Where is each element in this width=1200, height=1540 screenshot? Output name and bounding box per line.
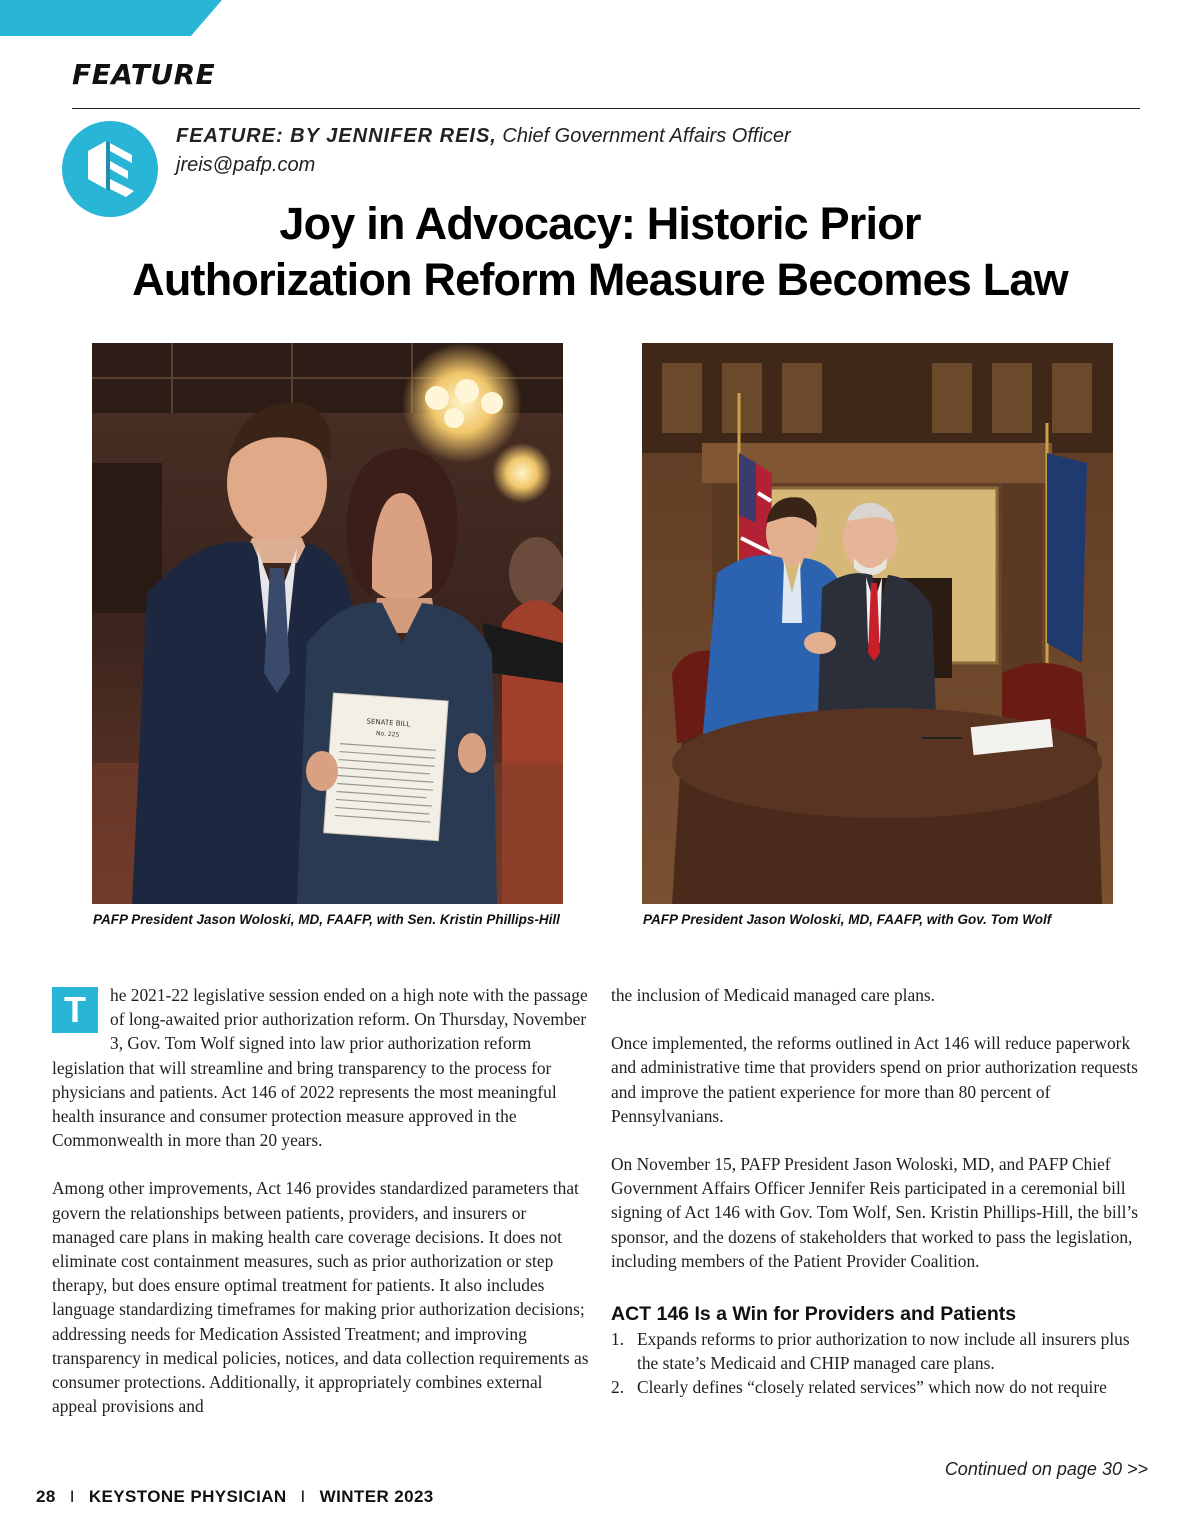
list-item-text: Expands reforms to prior authorization to now include all insurers plus the state’s Medicaid and CHIP managed care plans. — [637, 1329, 1130, 1374]
article-column-right — [611, 983, 1149, 1400]
photo-woloski-gov-wolf — [642, 343, 1113, 904]
list-item-number: 2. — [611, 1377, 625, 1398]
footer-separator: I — [300, 1487, 306, 1506]
continued-link[interactable]: Continued on page 30 >> — [944, 1459, 1148, 1479]
corner-accent-tab — [0, 0, 222, 36]
byline-title: Chief Government Affairs Officer — [496, 125, 791, 147]
article-paragraph-1 — [52, 983, 590, 1152]
headline-line-2: Authorization Reform Measure Becomes Law — [132, 254, 1068, 305]
paragraph-1-text: he 2021-22 legislative session ended on a high note with the passage of long-awaited prior authorization reform. On Thursday, November 3, Gov. Tom Wolf signed into law prior authorization reform legislation that will streamline and bring transparency to the process for physicians and patients. Act 146 of 2022 represents the most meaningful health insurance and consumer protection measure approved in the Commonwealth in more than 20 years. — [52, 985, 588, 1151]
issue-name: WINTER 2023 — [319, 1487, 434, 1506]
byline — [176, 122, 791, 180]
article-paragraph-3: the inclusion of Medicaid managed care plans. — [611, 985, 936, 1005]
page-footer — [36, 1487, 434, 1507]
author-email-link[interactable]: jreis@pafp.com — [176, 154, 316, 176]
benefits-list — [611, 1327, 1149, 1400]
article-paragraph-2: Among other improvements, Act 146 provides standardized parameters that govern the relationships between patients, providers, and insurers or managed care plans in making health care coverage decisions. It does not eliminate cost containment measures, such as prior authorization or step therapy, but does ensure optimal treatment for patients. It also includes language standardizing timeframes for making prior authorization decisions; addressing needs for Medication Assisted Treatment; and improving transparency in medical policies, notices, and data collection requirements as consumer protections. Additionally, it appropriately combines external appeal provisions and — [52, 1178, 589, 1417]
list-item-number: 1. — [611, 1329, 625, 1350]
headline-line-1: Joy in Advocacy: Historic Prior — [279, 198, 921, 249]
photo-caption-left: PAFP President Jason Woloski, MD, FAAFP, with Sen. Kristin Phillips-Hill — [93, 912, 560, 927]
section-subheading: ACT 146 Is a Win for Providers and Patients — [611, 1303, 1017, 1326]
list-item-text: Clearly defines “closely related services” which now do not require — [637, 1377, 1107, 1398]
section-label: FEATURE — [72, 58, 216, 91]
article-column-left — [52, 983, 590, 1418]
photo-woloski-phillips-hill — [92, 343, 563, 904]
list-item — [611, 1327, 1149, 1375]
byline-feature: FEATURE — [176, 125, 276, 147]
photo-caption-right: PAFP President Jason Woloski, MD, FAAFP, with Gov. Tom Wolf — [643, 912, 1052, 927]
footer-separator: I — [69, 1487, 75, 1506]
byline-author: : BY JENNIFER REIS, — [275, 125, 497, 147]
drop-cap: T — [52, 987, 98, 1033]
article-headline — [60, 196, 1140, 308]
article-paragraph-5: On November 15, PAFP President Jason Woloski, MD, and PAFP Chief Government Affairs Officer Jennifer Reis participated in a ceremonial bill signing of Act 146 with Gov. Tom Wolf, Sen. Kristin Phillips-Hill, the bill’s sponsor, and the dozens of stakeholders that worked to pass the legislation, including members of the Patient Provider Coalition. — [611, 1154, 1139, 1271]
publication-name: KEYSTONE PHYSICIAN — [88, 1487, 287, 1506]
article-paragraph-4: Once implemented, the reforms outlined in Act 146 will reduce paperwork and administrative time that providers spend on prior authorization requests and improve the patient experience for more than 80 percent of Pennsylvanians. — [611, 1033, 1138, 1126]
bill-doc-number: No. 225 — [375, 730, 400, 739]
header-rule — [72, 108, 1140, 109]
bill-doc-title: SENATE BILL — [366, 717, 411, 729]
page-number: 28 — [36, 1487, 56, 1506]
list-item — [611, 1375, 1149, 1399]
